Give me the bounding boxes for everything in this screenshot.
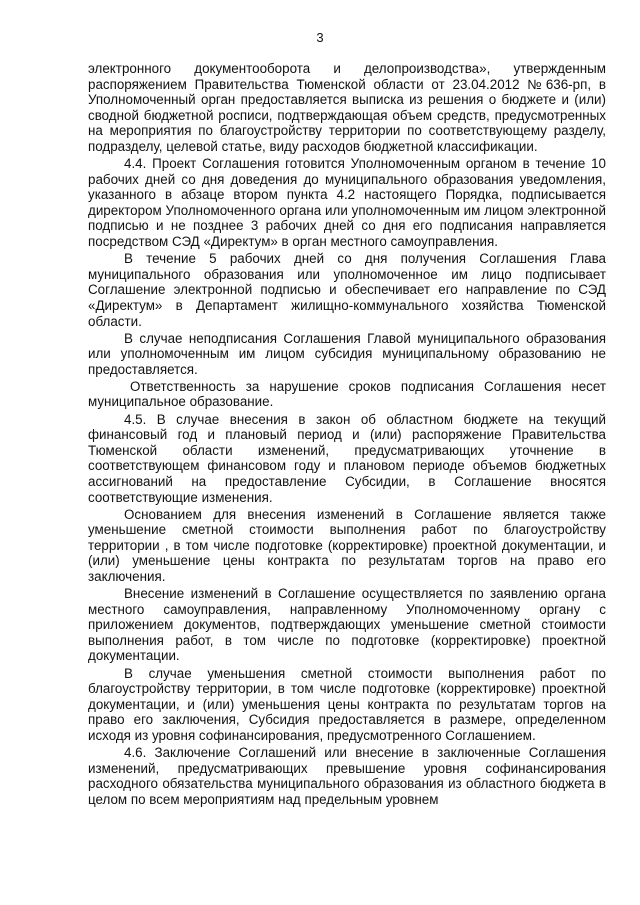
document-body — [88, 61, 606, 809]
paragraph-change-procedure: Внесение изменений в Соглашение осуществляется по заявлению органа местного самоуправления, направленному Уполномоченному органу с приложением документов, подтверждающих уменьшение сметной стоимости выполнения работ, в том числе по подготовке (корректировке) проектной документации. — [88, 586, 606, 664]
page-number: 3 — [316, 30, 324, 45]
paragraph-continuation: электронного документооборота и делопроизводства», утвержденным распоряжением Правительства Тюменской области от 23.04.2012 №636-рп, в Уполномоченный орган предоставляется выписка из решения о бюджете и (или) сводной бюджетной росписи, подтверждающая объем средств, предусмотренных на мероприятия по благоустройству территории по соответствующему разделу, подразделу, целевой статье, виду расходов бюджетной классификации. — [88, 61, 606, 154]
paragraph-4-6: 4.6. Заключение Соглашений или внесение в заключенные Соглашения изменений, предусматривающих превышение уровня софинансирования расходного обязательства муниципального образования из областного бюджета в целом по всем мероприятиям над предельным уровнем — [88, 745, 606, 807]
paragraph-4-4: 4.4. Проект Соглашения готовится Уполномоченным органом в течение 10 рабочих дней со дня доведения до муниципального образования уведомления, указанного в абзаце втором пункта 4.2 настоящего Порядка, подписывается директором Уполномоченного органа или уполномоченным им лицом электронной подписью и не позднее 3 рабочих дней со дня его подписания направляется посредством СЭД «Директум» в орган местного самоуправления. — [88, 156, 606, 250]
paragraph-signing-term: В течение 5 рабочих дней со дня получения Соглашения Глава муниципального образования или уполномоченное им лицо подписывает Соглашение электронной подписью и обеспечивает его направление по СЭД «Директум» в Департамент жилищно-коммунального хозяйства Тюменской области. — [88, 251, 606, 329]
paragraph-cost-reduction: В случае уменьшения сметной стоимости выполнения работ по благоустройству территории, в том числе подготовке (корректировке) проектной документации, и (или) уменьшения цены контракта по результатам торгов на право его заключения, Субсидия предоставляется в размере, определенном исходя из уровня софинансирования, предусмотренного Соглашением. — [88, 665, 606, 743]
paragraph-change-basis: Основанием для внесения изменений в Соглашение является также уменьшение сметной стоимости выполнения работ по благоустройству территории , в том числе подготовке (корректировке) проектной документации, и (или) уменьшение цены контракта по результатам торгов на право его заключения. — [88, 506, 606, 584]
paragraph-non-signing: В случае неподписания Соглашения Главой муниципального образования или уполномоченным им лицом субсидия муниципальному образованию не предоставляется. — [88, 330, 606, 377]
paragraph-4-5: 4.5. В случае внесения в закон об областном бюджете на текущий финансовый год и плановый период и (или) распоряжение Правительства Тюменской области изменений, предусматривающих уточнение в соответствующем финансовом году и плановом периоде объемов бюджетных ассигнований на предоставление Субсидии, в Соглашение вносятся соответствующие изменения. — [88, 411, 606, 505]
paragraph-responsibility: Ответственность за нарушение сроков подписания Соглашения несет муниципальное образование. — [88, 378, 606, 410]
